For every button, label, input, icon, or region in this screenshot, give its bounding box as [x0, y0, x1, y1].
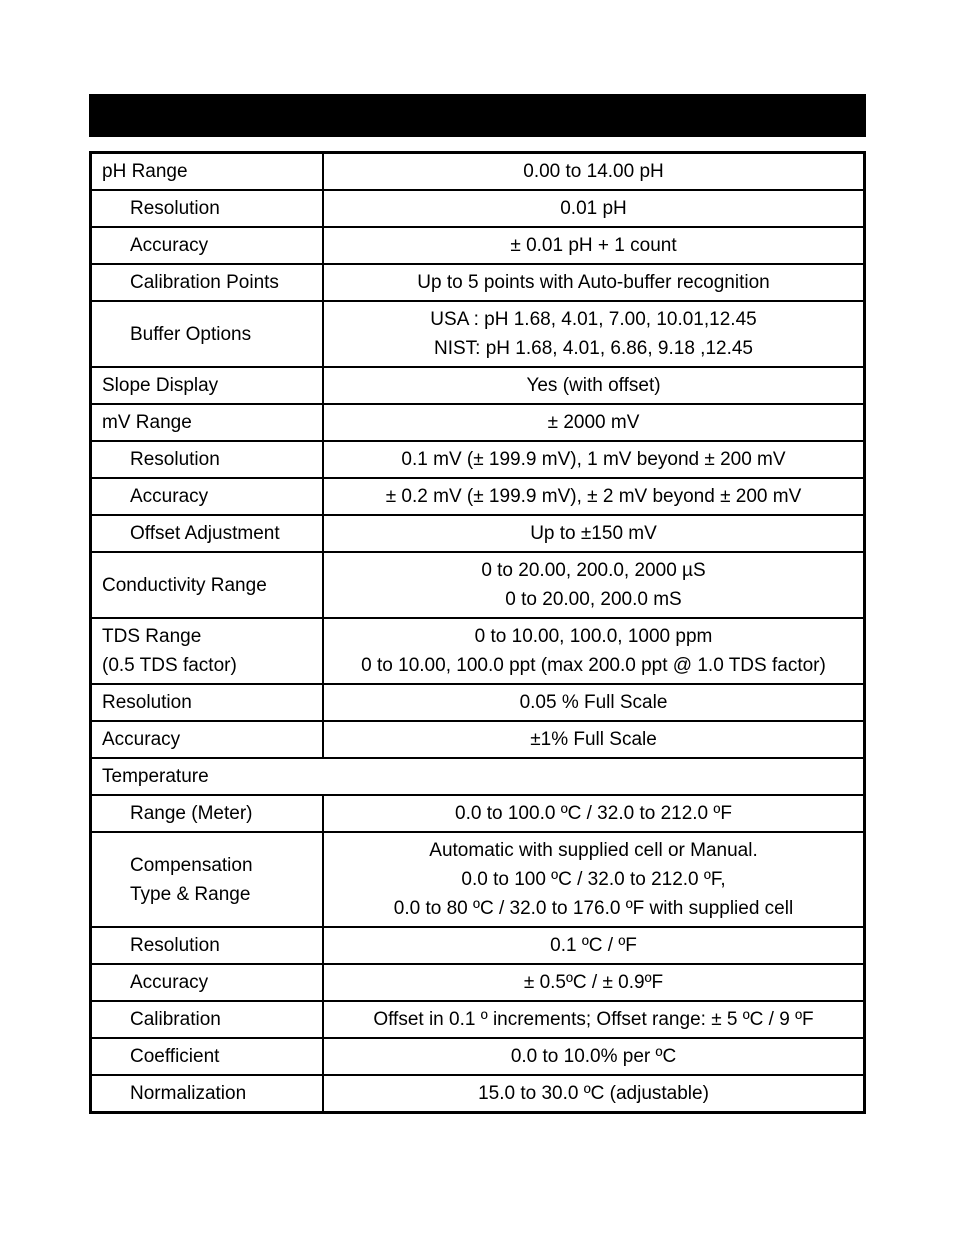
table-row: [91, 1075, 865, 1113]
spec-value: 0.05 % Full Scale: [323, 684, 865, 721]
spec-label-line: Compensation: [130, 854, 253, 876]
spec-value: 0.00 to 14.00 pH: [323, 153, 865, 191]
table-row: [91, 1038, 865, 1075]
spec-value: 0.0 to 100.0 ºC / 32.0 to 212.0 ºF: [323, 795, 865, 832]
table-row: [91, 552, 865, 618]
table-row: [91, 964, 865, 1001]
spec-value: ± 2000 mV: [323, 404, 865, 441]
spec-value: 0.1 mV (± 199.9 mV), 1 mV beyond ± 200 mV: [323, 441, 865, 478]
spec-label: Accuracy: [91, 478, 324, 515]
spec-value-line: 0.0 to 100 ºC / 32.0 to 212.0 ºF,: [461, 869, 726, 890]
table-row: [91, 515, 865, 552]
spec-value-line: 0 to 20.00, 200.0, 2000 µS: [481, 560, 706, 581]
spec-value: ±1% Full Scale: [323, 721, 865, 758]
spec-label: pH Range: [91, 153, 324, 191]
table-row: [91, 618, 865, 684]
spec-label: [91, 832, 324, 927]
spec-value: [323, 301, 865, 367]
spec-label: Slope Display: [91, 367, 324, 404]
spec-value: Yes (with offset): [323, 367, 865, 404]
table-row: [91, 1001, 865, 1038]
spec-value: [323, 832, 865, 927]
table-row: [91, 367, 865, 404]
spec-value-line: NIST: pH 1.68, 4.01, 6.86, 9.18 ,12.45: [434, 338, 753, 359]
table-row: [91, 441, 865, 478]
table-row: [91, 758, 865, 795]
spec-label: Accuracy: [91, 227, 324, 264]
spec-value: ± 0.5ºC / ± 0.9ºF: [323, 964, 865, 1001]
spec-label: Accuracy: [91, 721, 324, 758]
table-row: [91, 684, 865, 721]
spec-label: Offset Adjustment: [91, 515, 324, 552]
table-row: [91, 153, 865, 191]
spec-label: Calibration Points: [91, 264, 324, 301]
spec-label-line: Type & Range: [130, 883, 251, 905]
spec-label: Resolution: [91, 684, 324, 721]
table-row: [91, 795, 865, 832]
spec-label: Normalization: [91, 1075, 324, 1113]
table-row: [91, 264, 865, 301]
spec-value-line: 0.0 to 80 ºC / 32.0 to 176.0 ºF with supplied cell: [393, 898, 794, 919]
spec-value: 0.1 ºC / ºF: [323, 927, 865, 964]
table-row: [91, 227, 865, 264]
spec-label: Range (Meter): [91, 795, 324, 832]
spec-label: Calibration: [91, 1001, 324, 1038]
spec-label: [91, 618, 324, 684]
spec-label: Coefficient: [91, 1038, 324, 1075]
table-row: [91, 927, 865, 964]
spec-value: [323, 552, 865, 618]
spec-label: mV Range: [91, 404, 324, 441]
spec-value: 0.0 to 10.0% per ºC: [323, 1038, 865, 1075]
spec-label-line: TDS Range: [102, 626, 202, 647]
spec-label: Buffer Options: [91, 301, 324, 367]
spec-value: [323, 618, 865, 684]
table-row: [91, 190, 865, 227]
spec-value: Up to 5 points with Auto-buffer recognition: [323, 264, 865, 301]
spec-label: Resolution: [91, 927, 324, 964]
spec-section-label: Temperature: [91, 758, 865, 795]
table-row: [91, 404, 865, 441]
spec-label: Resolution: [91, 441, 324, 478]
specifications-table: [89, 151, 866, 1114]
table-row: [91, 301, 865, 367]
table-row: [91, 478, 865, 515]
spec-label: Accuracy: [91, 964, 324, 1001]
spec-value-line: 0 to 10.00, 100.0 ppt (max 200.0 ppt @ 1.0 TDS factor): [361, 655, 826, 676]
spec-value-line: USA : pH 1.68, 4.01, 7.00, 10.01,12.45: [430, 309, 757, 330]
table-row: [91, 721, 865, 758]
spec-value: Offset in 0.1 º increments; Offset range: ± 5 ºC / 9 ºF: [323, 1001, 865, 1038]
spec-label: Conductivity Range: [91, 552, 324, 618]
spec-value: ± 0.2 mV (± 199.9 mV), ± 2 mV beyond ± 200 mV: [323, 478, 865, 515]
section-header-bar: [89, 94, 866, 137]
spec-value-line: 0 to 20.00, 200.0 mS: [505, 589, 682, 610]
spec-value: 15.0 to 30.0 ºC (adjustable): [323, 1075, 865, 1113]
spec-label-line: (0.5 TDS factor): [102, 655, 237, 676]
spec-value: Up to ±150 mV: [323, 515, 865, 552]
spec-value: ± 0.01 pH + 1 count: [323, 227, 865, 264]
spec-label: Resolution: [91, 190, 324, 227]
spec-value-line: Automatic with supplied cell or Manual.: [429, 840, 758, 861]
spec-value-line: 0 to 10.00, 100.0, 1000 ppm: [474, 626, 713, 647]
table-row: [91, 832, 865, 927]
spec-value: 0.01 pH: [323, 190, 865, 227]
